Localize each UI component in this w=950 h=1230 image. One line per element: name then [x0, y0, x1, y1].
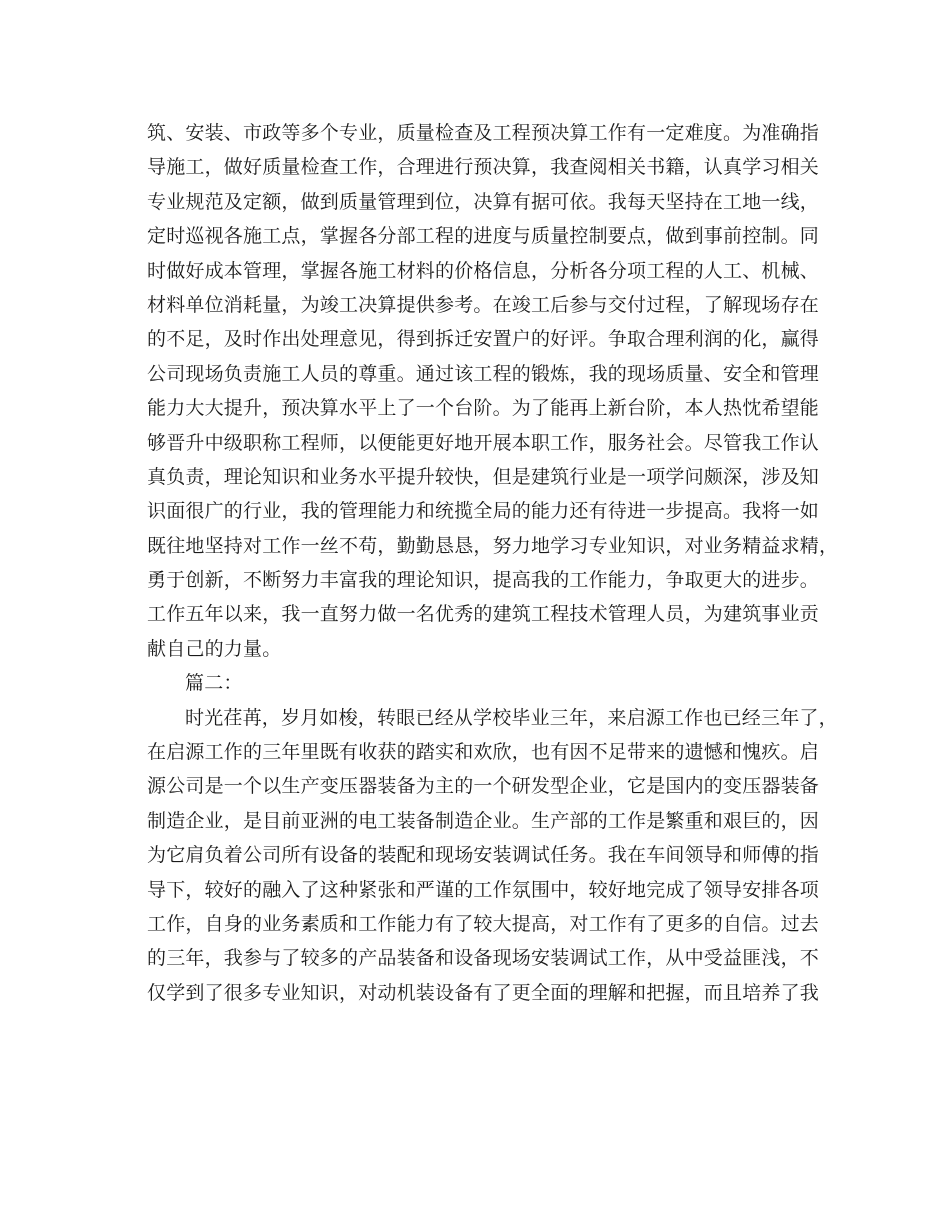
text-line: 导下，较好的融入了这种紧张和严谨的工作氛围中，较好地完成了领导安排各项 — [147, 878, 820, 901]
text-line: 勇于创新，不断努力丰富我的理论知识，提高我的工作能力，争取更大的进步。 — [147, 569, 820, 592]
text-line: 工作，自身的业务素质和工作能力有了较大提高，对工作有了更多的自信。过去 — [147, 912, 820, 935]
text-line: 识面很广的行业，我的管理能力和统揽全局的能力还有待进一步提高。我将一如 — [147, 500, 820, 523]
document-body — [147, 116, 839, 1010]
section-heading: 篇二： — [185, 672, 243, 695]
text-line: 源公司是一个以生产变压器装备为主的一个研发型企业，它是国内的变压器装备 — [147, 775, 820, 798]
text-line: 定时巡视各施工点，掌握各分部工程的进度与质量控制要点，做到事前控制。同 — [147, 225, 820, 248]
text-line: 既往地坚持对工作一丝不苟，勤勤恳恳，努力地学习专业知识，对业务精益求精， — [147, 534, 839, 557]
text-line: 献自己的力量。 — [147, 637, 282, 660]
text-line: 筑、安装、市政等多个专业，质量检查及工程预决算工作有一定难度。为准确指 — [147, 122, 820, 144]
text-line: 为它肩负着公司所有设备的装配和现场安装调试任务。我在车间领导和师傅的指 — [147, 844, 820, 867]
text-line: 公司现场负责施工人员的尊重。通过该工程的锻炼，我的现场质量、安全和管理 — [147, 362, 820, 385]
text-line: 专业规范及定额，做到质量管理到位，决算有据可依。我每天坚持在工地一线， — [147, 190, 820, 213]
text-line: 仅学到了很多专业知识，对动机装设备有了更全面的理解和把握，而且培养了我 — [147, 981, 820, 1004]
text-line: 制造企业，是目前亚洲的电工装备制造企业。生产部的工作是繁重和艰巨的，因 — [147, 809, 820, 832]
text-line: 时光荏苒，岁月如梭，转眼已经从学校毕业三年，来启源工作也已经三年了， — [185, 706, 838, 729]
text-line: 时做好成本管理，掌握各施工材料的价格信息，分析各分项工程的人工、机械、 — [147, 259, 820, 282]
text-line: 材料单位消耗量，为竣工决算提供参考。在竣工后参与交付过程，了解现场存在 — [147, 293, 820, 316]
text-line: 够晋升中级职称工程师，以便能更好地开展本职工作，服务社会。尽管我工作认 — [147, 431, 820, 454]
text-line: 的三年，我参与了较多的产品装备和设备现场安装调试工作，从中受益匪浅，不 — [147, 947, 820, 970]
text-line: 真负责，理论知识和业务水平提升较快，但是建筑行业是一项学问颇深，涉及知 — [147, 465, 820, 488]
text-line: 工作五年以来，我一直努力做一名优秀的建筑工程技术管理人员，为建筑事业贡 — [147, 603, 820, 626]
text-line: 导施工，做好质量检查工作，合理进行预决算，我查阅相关书籍，认真学习相关 — [147, 156, 820, 179]
text-line: 能力大大提升，预决算水平上了一个台阶。为了能再上新台阶，本人热忱希望能 — [147, 397, 820, 420]
text-line: 的不足，及时作出处理意见，得到拆迁安置户的好评。争取合理利润的化，赢得 — [147, 328, 820, 351]
text-line: 在启源工作的三年里既有收获的踏实和欢欣，也有因不足带来的遗憾和愧疚。启 — [147, 741, 820, 764]
